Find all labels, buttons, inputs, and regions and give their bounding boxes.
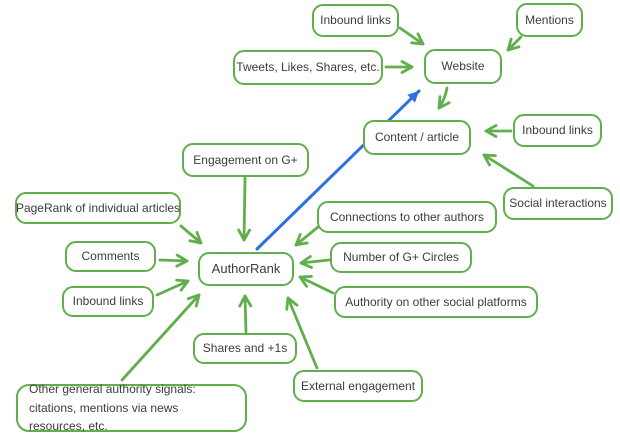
arrow-authority-to-authorrank (300, 277, 333, 293)
node-label: AuthorRank (211, 260, 281, 276)
arrow-inbound-links-left-to-authorrank (157, 281, 188, 295)
arrow-connections-to-authorrank (296, 227, 318, 245)
node-comments (65, 241, 156, 272)
node-authorrank (198, 252, 294, 286)
node-label: Content / article (374, 130, 460, 144)
node-label: Comments (81, 249, 140, 263)
node-label: Other general authority signals: citations, mentions via news resources, etc. (29, 382, 196, 434)
node-label: Shares and +1s (202, 341, 288, 355)
arrow-social-interactions-to-content (484, 155, 533, 186)
node-pagerank-articles (15, 192, 181, 224)
arrow-engagement-to-authorrank (244, 178, 245, 240)
node-social-interactions (503, 187, 613, 220)
arrow-website-to-content (439, 88, 447, 108)
node-label: PageRank of individual articles (15, 200, 181, 215)
arrow-inbound-links-top-to-website (400, 28, 423, 44)
node-authority-platforms (334, 286, 538, 318)
node-label: Mentions (525, 12, 574, 27)
node-connections-authors (317, 201, 497, 233)
node-label: Connections to other authors (329, 209, 485, 224)
node-label: Website (441, 59, 485, 73)
node-label: Inbound links (522, 123, 593, 137)
node-content-article (363, 120, 471, 155)
node-mentions (516, 3, 583, 37)
node-label: Inbound links (72, 294, 144, 308)
node-engagement-gplus (182, 143, 309, 177)
node-label: Authority on other social platforms (345, 294, 527, 309)
arrow-comments-to-authorrank (160, 260, 187, 261)
node-other-signals (16, 384, 247, 432)
arrow-mentions-to-website (508, 37, 521, 50)
node-inbound-links-right (513, 114, 602, 147)
arrow-gplus-circles-to-authorrank (301, 260, 329, 263)
node-gplus-circles (330, 242, 472, 273)
node-label: Inbound links (320, 13, 391, 27)
node-external-engagement (293, 370, 423, 402)
node-inbound-links-top (312, 4, 399, 37)
node-website (424, 49, 502, 84)
node-label: Engagement on G+ (193, 152, 298, 167)
node-tweets-likes-shares (233, 50, 383, 85)
node-label: Social interactions (509, 196, 607, 210)
node-label: Tweets, Likes, Shares, etc. (236, 60, 380, 74)
arrow-shares-to-authorrank (245, 296, 246, 332)
arrow-pagerank-to-authorrank (181, 226, 201, 243)
node-inbound-links-left (62, 286, 154, 317)
node-shares-plus-ones (193, 333, 297, 364)
node-label: Number of G+ Circles (343, 250, 459, 264)
node-label: External engagement (300, 378, 416, 393)
